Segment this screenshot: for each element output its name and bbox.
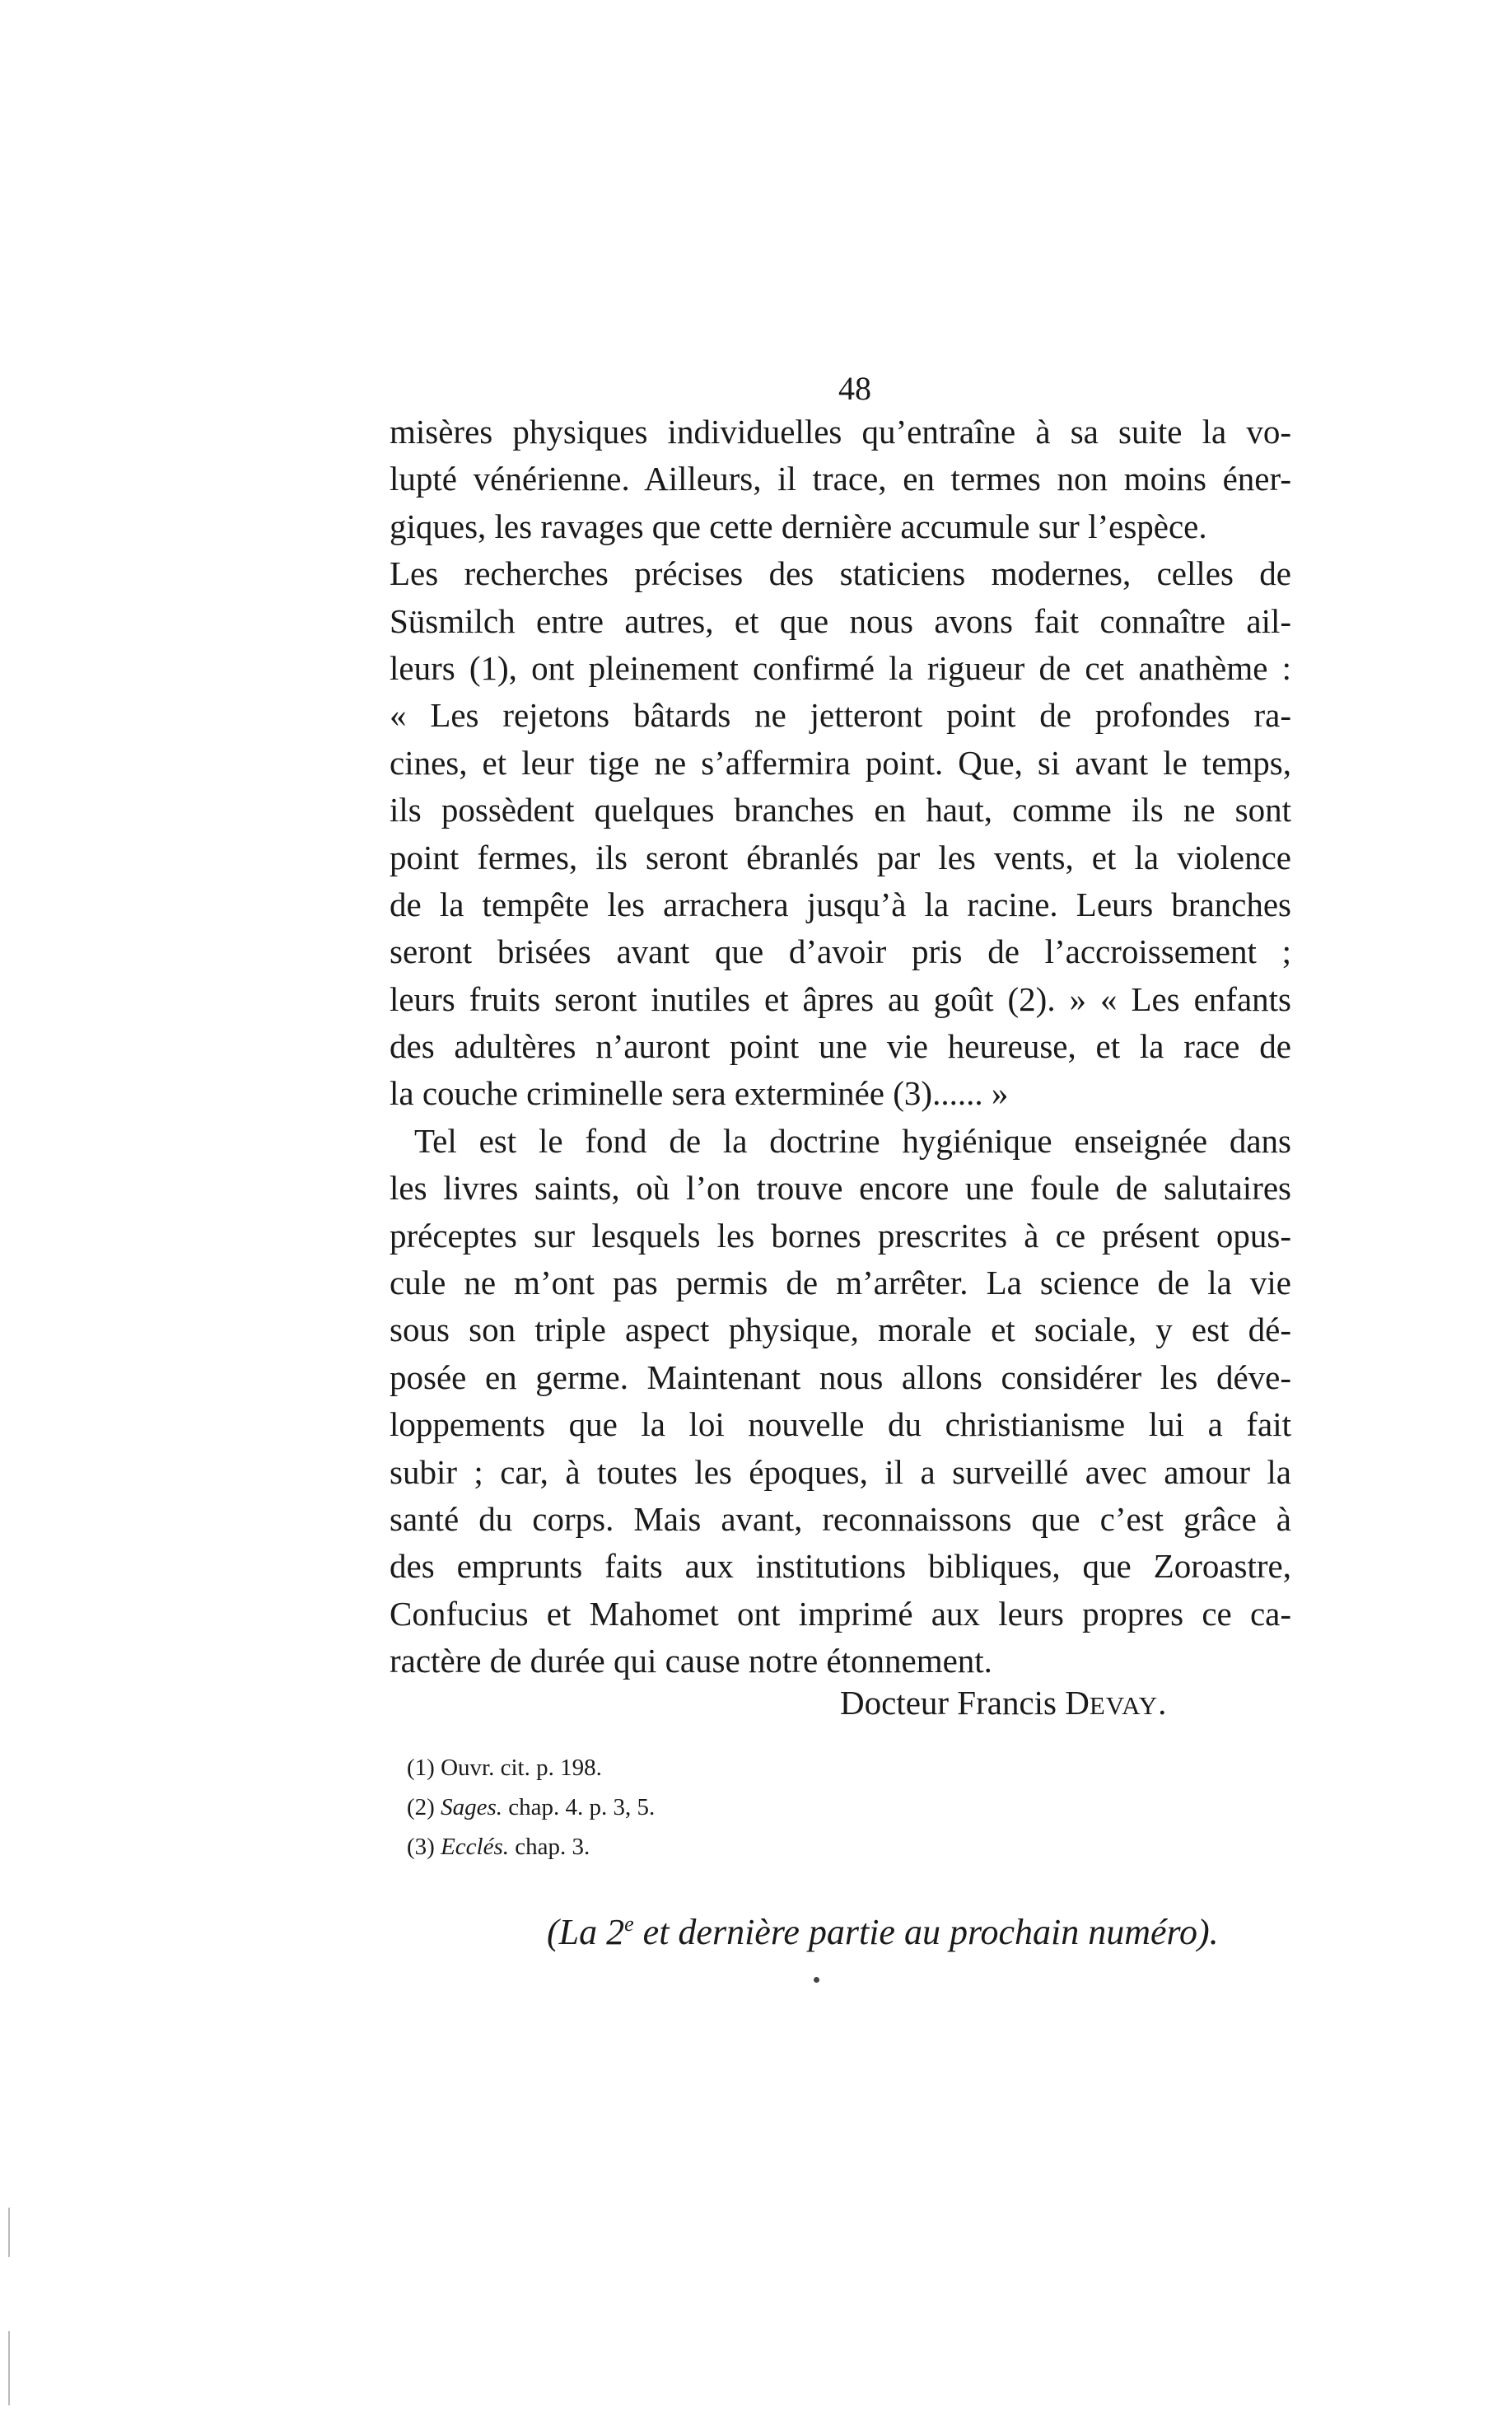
footnote — [407, 1787, 655, 1827]
signature-suffix: . — [1158, 1684, 1167, 1722]
body-line: préceptes sur lesquels les bornes prescrites à ce présent opus- — [390, 1216, 1291, 1255]
body-line: sous son triple aspect physique, morale et sociale, y est dé- — [390, 1311, 1291, 1349]
body-line: lupté vénérienne. Ailleurs, il trace, en termes non moins éner- — [390, 460, 1291, 498]
continuation-superscript: e — [624, 1912, 634, 1936]
body-line: cines, et leur tige ne s’affermira point. Que, si avant le temps, — [390, 743, 1291, 782]
body-line: Confucius et Mahomet ont imprimé aux leurs propres ce ca- — [390, 1594, 1291, 1633]
footnotes — [407, 1748, 655, 1867]
footnote-ref: p. 198. — [530, 1755, 602, 1781]
body-line: ractère de durée qui cause notre étonnement. — [390, 1642, 992, 1680]
body-line: Süsmilch entre autres, et que nous avons fait connaître ail- — [390, 601, 1291, 640]
footnote-number: (1) — [407, 1755, 435, 1781]
footnote — [407, 1748, 655, 1787]
body-text — [390, 409, 1291, 1685]
body-line: Les recherches précises des staticiens modernes, celles de — [390, 554, 1291, 593]
body-line: posée en germe. Maintenant nous allons considérer les déve- — [390, 1358, 1291, 1396]
scan-edge-mark — [8, 2208, 10, 2257]
footnote-ref: chap. 4. p. 3, 5. — [502, 1794, 656, 1820]
body-line: leurs (1), ont pleinement confirmé la rigueur de cet anathème : — [390, 648, 1291, 687]
body-line: cule ne m’ont pas permis de m’arrêter. La science de la vie — [390, 1264, 1291, 1302]
body-line: subir ; car, à toutes les époques, il a surveillé avec amour la — [390, 1452, 1291, 1491]
body-line: de la tempête les arrachera jusqu’à la racine. Leurs branches — [390, 885, 1291, 923]
footnote-number: (2) — [407, 1794, 435, 1820]
signature-surname-rest: EVAY — [1089, 1691, 1159, 1720]
scan-edge-mark — [8, 2331, 10, 2405]
continuation-note — [547, 1908, 1219, 1957]
body-line: loppements que la loi nouvelle du christianisme lui a fait — [390, 1405, 1291, 1444]
body-line: santé du corps. Mais avant, reconnaissons que c’est grâce à — [390, 1499, 1291, 1538]
body-line: des emprunts faits aux institutions bibliques, que Zoroastre, — [390, 1547, 1291, 1586]
footnote-source: Ecclés. — [441, 1834, 509, 1860]
body-line: leurs fruits seront inutiles et âpres au goût (2). » « Les enfants — [390, 979, 1291, 1018]
author-signature — [840, 1682, 1166, 1727]
body-line: la couche criminelle sera exterminée (3)...... » — [390, 1074, 1009, 1113]
body-line: des adultères n’auront point une vie heureuse, et la race de — [390, 1027, 1291, 1066]
footnote-number: (3) — [407, 1834, 435, 1860]
signature-surname-initial: D — [1065, 1684, 1090, 1722]
body-line: seront brisées avant que d’avoir pris de l’accroissement ; — [390, 932, 1291, 971]
signature-prefix: Docteur Francis — [840, 1684, 1066, 1722]
body-line: point fermes, ils seront ébranlés par les vents, et la violence — [390, 838, 1291, 876]
body-line: giques, les ravages que cette dernière accumule sur l’espèce. — [390, 507, 1207, 545]
page-number: 48 — [838, 370, 871, 407]
ink-dot-mark — [814, 1977, 819, 1983]
footnote-source: Ouvr. cit. — [441, 1755, 530, 1781]
footnote-ref: chap. 3. — [509, 1834, 590, 1860]
body-line: Tel est le fond de la doctrine hygiénique enseignée dans — [414, 1121, 1291, 1160]
footnote-source: Sages. — [441, 1794, 502, 1820]
body-line: « Les rejetons bâtards ne jetteront point de profondes ra- — [390, 696, 1291, 735]
continuation-open: (La 2 — [547, 1912, 625, 1952]
footnote — [407, 1827, 655, 1867]
body-line: misères physiques individuelles qu’entraîne à sa suite la vo- — [390, 413, 1291, 451]
body-line: ils possèdent quelques branches en haut, comme ils ne sont — [390, 791, 1291, 829]
continuation-close: et dernière partie au prochain numéro). — [633, 1912, 1219, 1952]
body-line: les livres saints, où l’on trouve encore une foule de salutaires — [390, 1169, 1291, 1208]
